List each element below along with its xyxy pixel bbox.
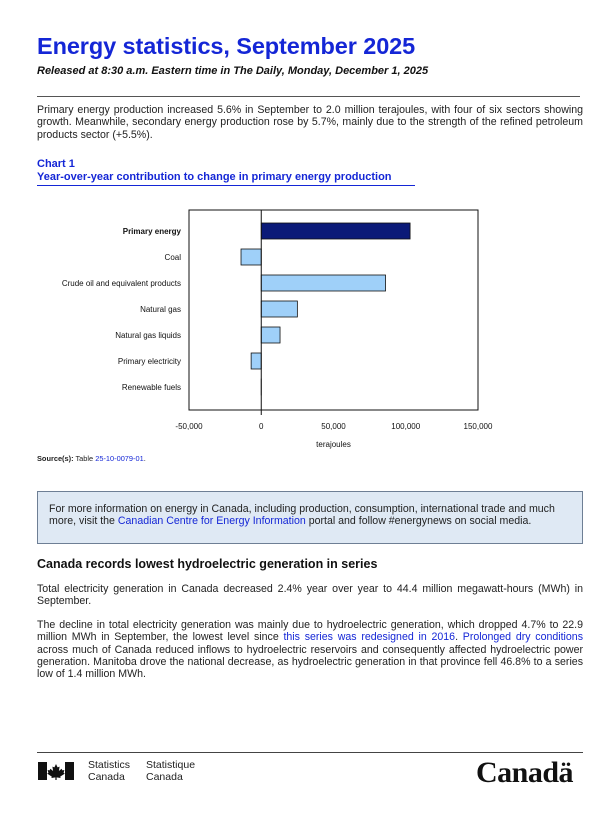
x-axis-label: terajoules bbox=[316, 440, 351, 449]
section-heading: Canada records lowest hydroelectric generation in series bbox=[37, 557, 378, 571]
chart-source: Source(s): Table 25-10-0079-01. bbox=[37, 454, 146, 463]
category-label: Natural gas bbox=[140, 305, 181, 314]
section-paragraph-2 bbox=[37, 619, 583, 680]
agency-en-line-1: Statistics bbox=[88, 759, 131, 771]
agency-fr-line-2: Canada bbox=[146, 770, 183, 783]
bar-primary-electricity bbox=[251, 353, 261, 369]
info-text-end: portal and follow #energynews on social media. bbox=[305, 515, 532, 528]
category-label: Crude oil and equivalent products bbox=[61, 279, 181, 288]
chart-number: Chart 1 bbox=[37, 158, 75, 170]
agency-en-line-2: Canada bbox=[88, 770, 125, 783]
para2-text-c: across much of Canada reduced inflows to hydroelectric reservoirs and consequently affected hydroelectric power generation. Manitoba drove the national decrease, as hydroelectric generation in that province fell 46.8% to a series low of 1.4 million MWh. bbox=[37, 643, 583, 681]
x-tick-label: 150,000 bbox=[463, 422, 493, 431]
bar-primary-energy bbox=[261, 223, 410, 239]
footer-divider bbox=[37, 752, 583, 753]
release-line: Released at 8:30 a.m. Eastern time in The Daily, Monday, December 1, 2025 bbox=[37, 65, 429, 77]
category-label: Primary energy bbox=[122, 227, 181, 236]
category-label: Primary electricity bbox=[117, 357, 181, 366]
series-redesign-link[interactable]: this series was redesigned in 2016 bbox=[283, 631, 456, 644]
bar-crude-oil-and-equivalent-products bbox=[261, 275, 385, 291]
section-paragraph-1: Total electricity generation in Canada decreased 2.4% year over year to 44.4 million megawatt-hours (MWh) in September. bbox=[37, 583, 583, 608]
intro-paragraph: Primary energy production increased 5.6% in September to 2.0 million terajoules, with four of six sectors showing growth. Meanwhile, secondary energy production rose by 5.7%, mainly due to the strength of the refined petroleum products sector (+5.5%). bbox=[37, 104, 583, 141]
bar-coal bbox=[241, 249, 261, 265]
dry-conditions-link[interactable]: Prolonged dry conditions bbox=[462, 631, 583, 644]
para2-text-a: The decline in total electricity generation was mainly due to hydroelectric generation, which dropped 4.7% to 22.9 million MWh in September, the lowest level since bbox=[37, 619, 583, 644]
x-tick-label: 0 bbox=[259, 422, 264, 431]
chart-title-underline bbox=[37, 185, 415, 186]
x-tick-label: -50,000 bbox=[175, 422, 203, 431]
category-label: Coal bbox=[164, 253, 181, 262]
para2-text-b: . bbox=[455, 631, 463, 644]
agency-fr-line-1: Statistique bbox=[146, 759, 196, 771]
x-tick-label: 50,000 bbox=[321, 422, 346, 431]
page-title: Energy statistics, September 2025 bbox=[37, 33, 416, 59]
agency-name-english bbox=[88, 760, 130, 783]
energy-info-portal-link[interactable]: Canadian Centre for Energy Information bbox=[117, 515, 306, 528]
chart-heading bbox=[37, 158, 392, 184]
source-label: Source(s): bbox=[37, 454, 74, 463]
chart-title: Year-over-year contribution to change in primary energy production bbox=[37, 171, 392, 183]
info-text-start: For more information on energy in Canada, including production, consumption, international trade and much more, visit the bbox=[49, 503, 555, 528]
header-divider bbox=[37, 96, 580, 97]
contribution-bar-chart bbox=[0, 190, 610, 452]
x-tick-label: 100,000 bbox=[391, 422, 421, 431]
source-text: Table bbox=[75, 454, 94, 463]
bar-natural-gas bbox=[261, 301, 297, 317]
category-label: Renewable fuels bbox=[121, 383, 181, 392]
source-table-link[interactable]: 25-10-0079-01 bbox=[95, 454, 144, 463]
agency-name-french bbox=[146, 760, 195, 783]
plot-frame bbox=[189, 210, 478, 410]
canada-wordmark: Canadä bbox=[476, 756, 574, 789]
category-label: Natural gas liquids bbox=[115, 331, 181, 340]
bar-natural-gas-liquids bbox=[261, 327, 280, 343]
info-box bbox=[37, 491, 583, 544]
canada-flag-icon bbox=[38, 762, 74, 780]
